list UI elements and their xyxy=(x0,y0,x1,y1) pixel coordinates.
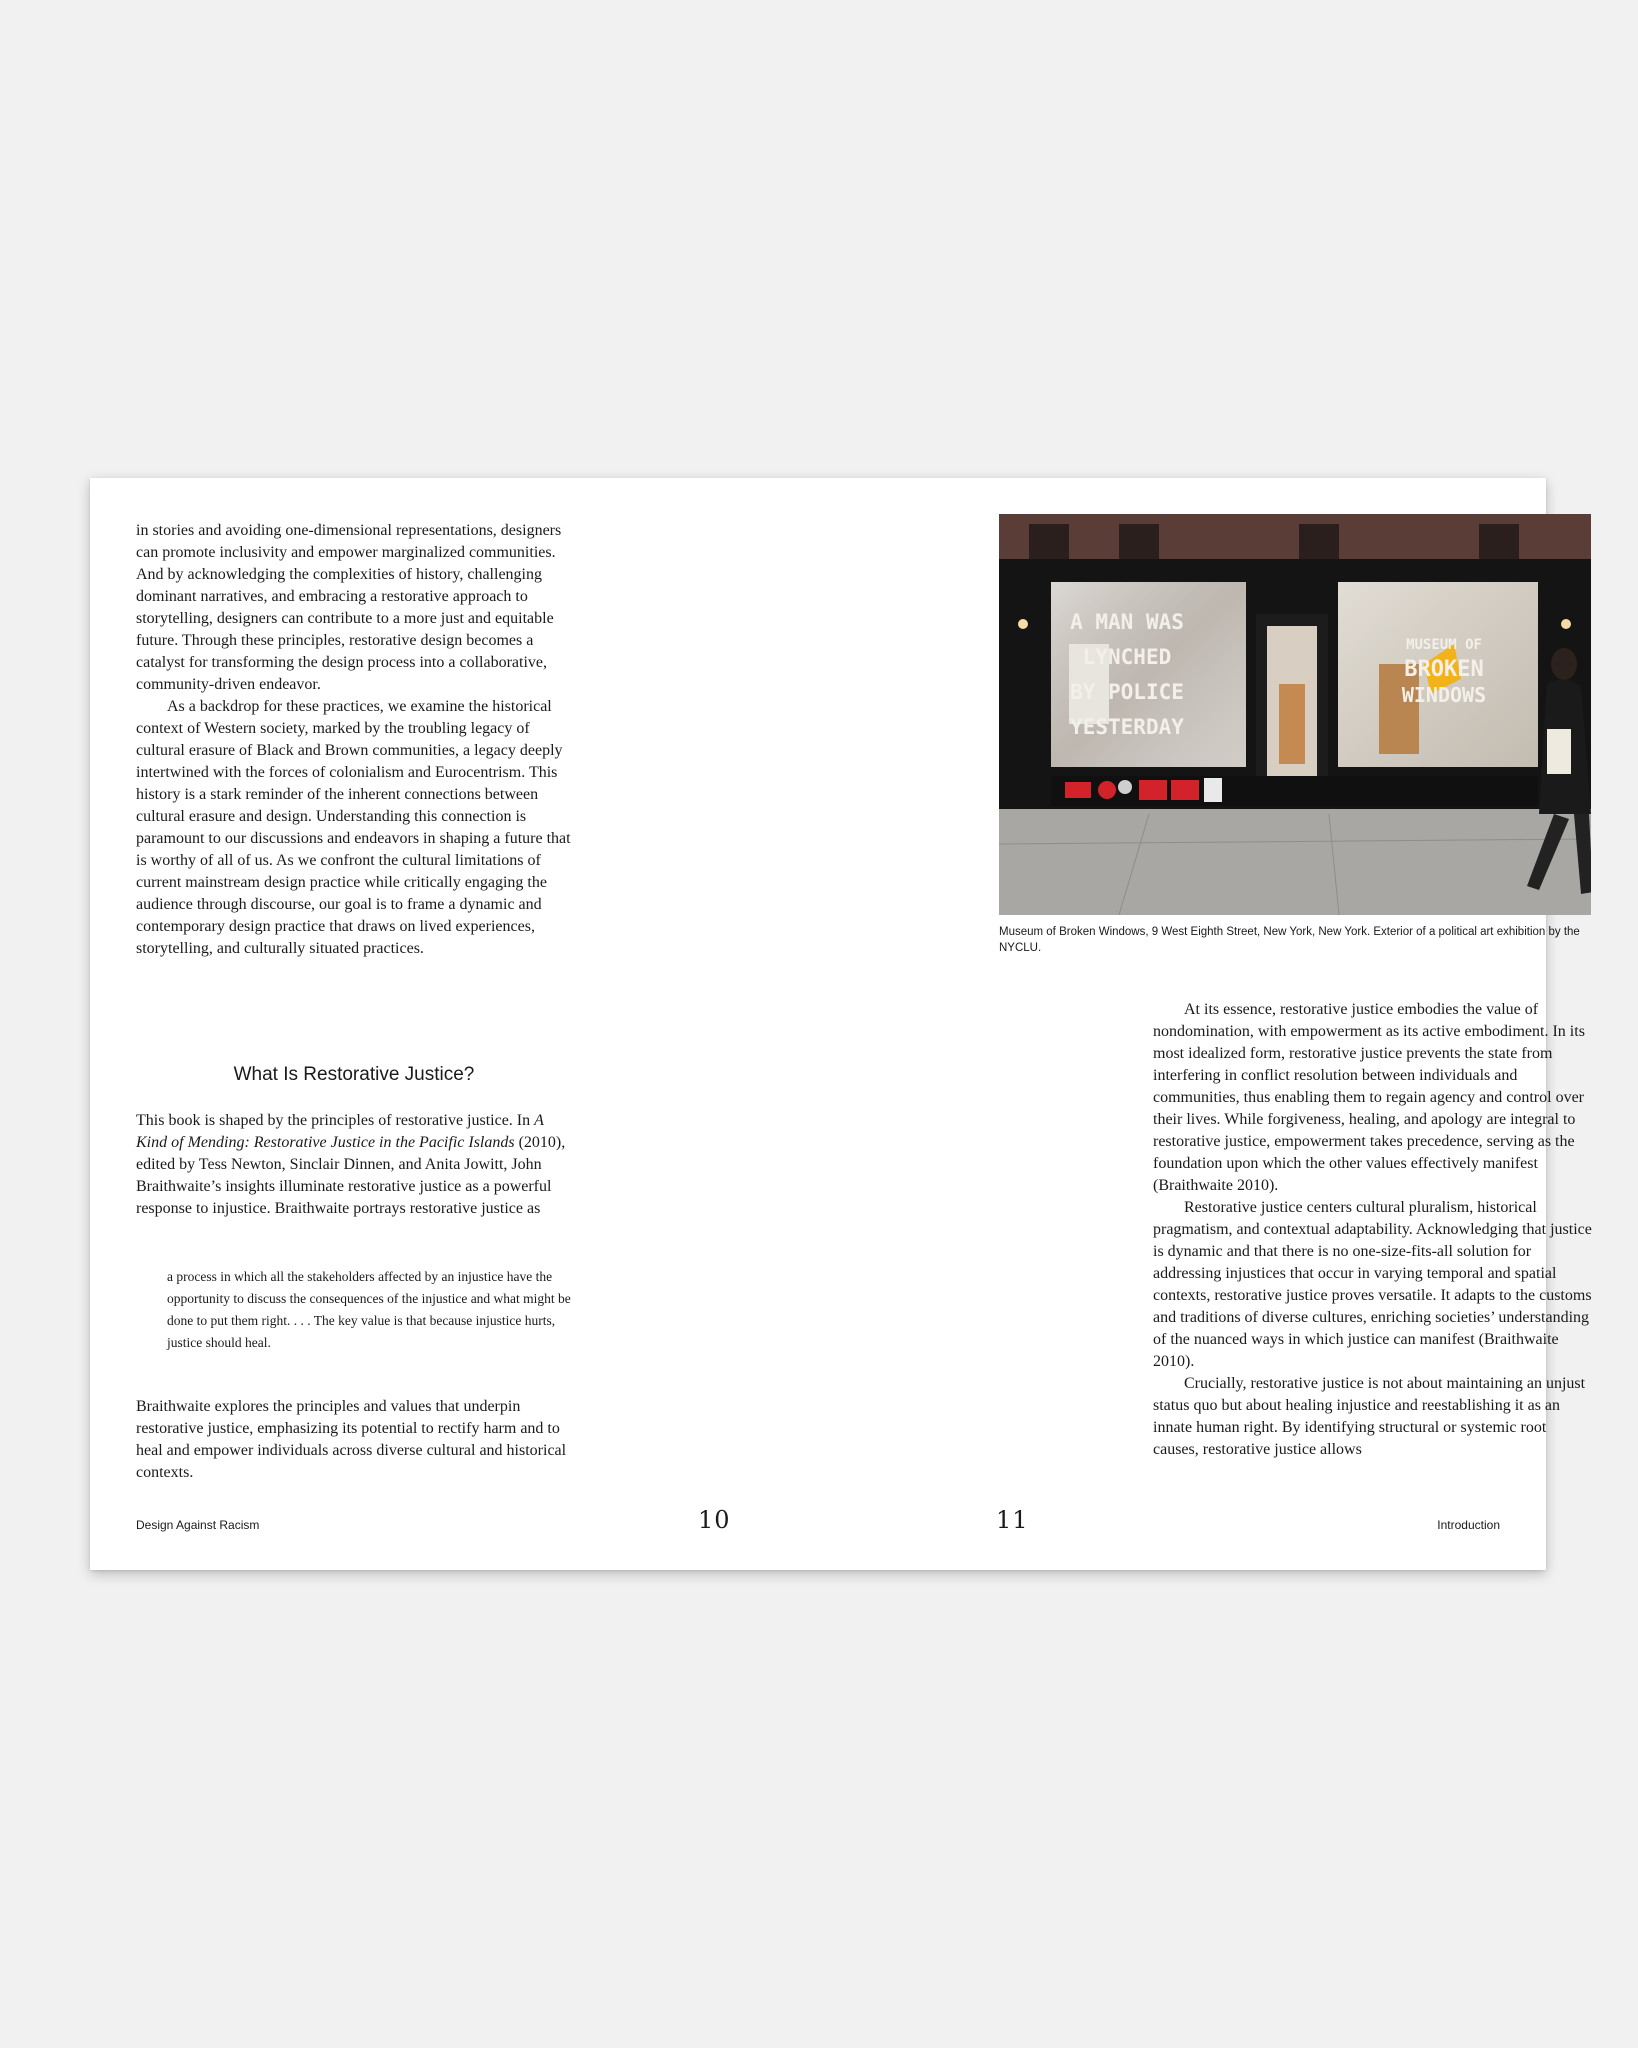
section-heading: What Is Restorative Justice? xyxy=(233,1064,475,1085)
left-column-intro xyxy=(136,1110,572,1220)
paragraph: At its essence, restorative justice embodies the value of nondomination, with empowerment as its active embodiment. In its most idealized form, restorative justice prevents the state from interfering in conflict resolution between individuals and communities, thus enabling them to regain agency and control over their lives. While forgiveness, healing, and apology are integral to restorative justice, empowerment takes precedence, serving as the foundation upon which the other values effectively manifest (Braithwaite 2010). xyxy=(1153,1001,1585,1194)
window-text-line: BY POLICE xyxy=(1070,680,1184,704)
upper-window xyxy=(1119,524,1159,564)
running-footer-chapter: Introduction xyxy=(1437,1518,1500,1532)
sticker xyxy=(1139,780,1167,800)
right-page xyxy=(818,478,1592,1570)
intro-text-start: This book is shaped by the principles of restorative justice. In xyxy=(136,1112,535,1129)
sticker-round xyxy=(1098,781,1116,799)
window-text-line: YESTERDAY xyxy=(1070,715,1184,739)
book-title-italic: A Kind of Mending: Restorative Justice in the Pacific Islands xyxy=(136,1112,544,1151)
paragraph: Restorative justice centers cultural pluralism, historical pragmatism, and contextual adaptability. Acknowledging that justice is dynamic and that there is no one-size-fits-all solution for addressing injustices that occur in varying temporal and spatial contexts, restorative justice proves versatile. It adapts to the customs and traditions of diverse cultures, enriching societies’ understanding of the nuanced ways in which justice can manifest (Braithwaite 2010). xyxy=(1153,1199,1592,1370)
page-number-left: 10 xyxy=(698,1506,731,1534)
upper-window xyxy=(1479,524,1519,564)
sticker xyxy=(1065,782,1091,798)
window-text-line: LYNCHED xyxy=(1082,645,1172,669)
photo-caption: Museum of Broken Windows, 9 West Eighth Street, New York, New York. Exterior of a political art exhibition by the NYCLU. xyxy=(999,926,1580,954)
left-column-top xyxy=(136,520,572,960)
paragraph: As a backdrop for these practices, we examine the historical context of Western society, marked by the troubling legacy of cultural erasure of Black and Brown communities, a legacy deeply intertwined with the forces of colonialism and Eurocentrism. This history is a stark reminder of the inherent connections between cultural erasure and design. Understanding this connection is paramount to our discussions and endeavors in shaping a future that is worthy of all of us. As we confront the cultural limitations of current mainstream design practice while critically engaging the audience through discourse, our goal is to frame a dynamic and contemporary design practice that draws on lived experiences, storytelling, and culturally situated practices. xyxy=(136,698,571,957)
wall-lamp xyxy=(1561,619,1571,629)
left-page xyxy=(90,478,818,1570)
intro-paragraph xyxy=(136,1110,572,1220)
upper-window xyxy=(1299,524,1339,564)
running-footer-book-title: Design Against Racism xyxy=(136,1518,260,1532)
book-spread xyxy=(90,478,1592,1570)
storefront-photo-illustration xyxy=(999,514,1591,915)
window-text-line: MUSEUM OF xyxy=(1406,637,1482,653)
upper-window xyxy=(1029,524,1069,564)
storefront-photo xyxy=(999,514,1591,915)
intro-text-end: (2010), edited by Tess Newton, Sinclair Dinnen, and Anita Jowitt, John Braithwaite’s insights illuminate restorative justice as a powerful response to injustice. Braithwaite portrays restorative justice as xyxy=(136,1134,566,1217)
interior-stand xyxy=(1279,684,1305,764)
pedestrian-head xyxy=(1551,648,1577,680)
right-column xyxy=(1153,999,1593,1461)
tote-bag xyxy=(1547,729,1571,774)
window-lettering-right xyxy=(1402,637,1486,707)
window-text-line: A MAN WAS xyxy=(1070,610,1184,634)
closing-paragraph: Braithwaite explores the principles and values that underpin restorative justice, emphasizing its potential to rectify harm and to heal and empower individuals across diverse cultural and historical contexts. xyxy=(136,1398,567,1481)
sticker xyxy=(1204,778,1222,802)
wall-lamp xyxy=(1018,619,1028,629)
window-text-line: BROKEN xyxy=(1404,657,1484,682)
page-number-right: 11 xyxy=(996,1506,1029,1534)
blockquote: a process in which all the stakeholders affected by an injustice have the opportunity to discuss the consequences of the injustice and what might be done to put them right. . . . The key value is that because injustice hurts, justice should heal. xyxy=(167,1269,571,1350)
sticker-round xyxy=(1118,780,1132,794)
window-text-line: WINDOWS xyxy=(1401,683,1487,707)
paragraph: Crucially, restorative justice is not about maintaining an unjust status quo but about healing injustice and reestablishing it as an innate human right. By identifying structural or systemic root causes, restorative justice allows xyxy=(1153,1375,1586,1458)
left-column-closing xyxy=(136,1396,572,1484)
sidewalk xyxy=(999,809,1591,915)
paragraph: in stories and avoiding one-dimensional representations, designers can promote inclusivity and empower marginalized communities. And by acknowledging the complexities of history, challenging dominant narratives, and embracing a restorative approach to storytelling, designers can contribute to a more just and equitable future. Through these principles, restorative design becomes a catalyst for transforming the design process into a collaborative, community-driven endeavor. xyxy=(136,522,562,693)
sticker xyxy=(1171,780,1199,800)
